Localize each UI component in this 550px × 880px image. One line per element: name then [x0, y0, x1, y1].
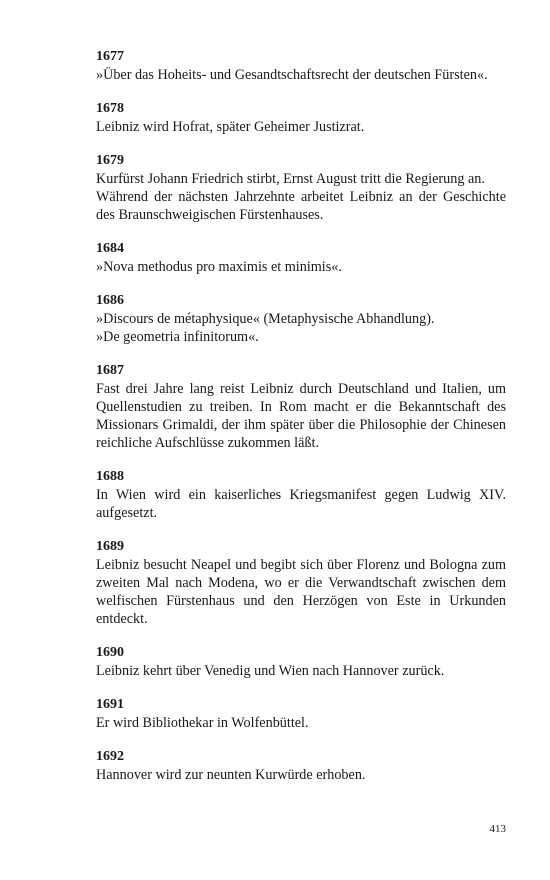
entry-1691	[96, 696, 506, 732]
entry-1687	[96, 362, 506, 452]
chronology-page	[96, 48, 506, 800]
entry-1684	[96, 240, 506, 276]
entry-1686	[96, 292, 506, 346]
entry-year: 1679	[96, 153, 124, 168]
entry-year: 1677	[96, 49, 124, 64]
entry-year: 1684	[96, 241, 124, 256]
entry-text: Fast drei Jahre lang reist Leibniz durch Deutschland und Italien, um Quellenstudien zu treiben. In Rom macht er die Bekanntschaft des Missionars Grimaldi, der ihm später über die Philosophie der Chinesen reichliche Aufschlüsse zukommen läßt.	[96, 381, 506, 451]
entry-year: 1689	[96, 539, 124, 554]
entry-year: 1687	[96, 363, 124, 378]
entry-year: 1690	[96, 645, 124, 660]
entry-1688	[96, 468, 506, 522]
entry-text: Kurfürst Johann Friedrich stirbt, Ernst August tritt die Regierung an.	[96, 171, 485, 187]
entry-1689	[96, 538, 506, 628]
entry-text: Hannover wird zur neunten Kurwürde erhoben.	[96, 767, 366, 783]
entry-year: 1692	[96, 749, 124, 764]
entry-text: »De geometria infinitorum«.	[96, 329, 259, 345]
entry-text: Während der nächsten Jahrzehnte arbeitet Leibniz an der Geschichte des Braunschweigischen Fürstenhauses.	[96, 189, 506, 223]
entry-1678	[96, 100, 506, 136]
entry-text: Leibniz kehrt über Venedig und Wien nach Hannover zurück.	[96, 663, 445, 679]
entry-year: 1686	[96, 293, 124, 308]
entry-text: Er wird Bibliothekar in Wolfenbüttel.	[96, 715, 309, 731]
entry-year: 1691	[96, 697, 124, 712]
entry-text: In Wien wird ein kaiserliches Kriegsmanifest gegen Ludwig XIV. aufgesetzt.	[96, 487, 506, 521]
entry-1690	[96, 644, 506, 680]
entry-text: »Nova methodus pro maximis et minimis«.	[96, 259, 342, 275]
entry-text: »Discours de métaphysique« (Metaphysische Abhandlung).	[96, 311, 435, 327]
entry-text: Leibniz wird Hofrat, später Geheimer Justizrat.	[96, 119, 365, 135]
entry-text: Leibniz besucht Neapel und begibt sich über Florenz und Bologna zum zweiten Mal nach Modena, wo er die Verwandtschaft zwischen dem welfischen Fürstenhaus und den Herzögen von Este in Urkunden entdeckt.	[96, 557, 506, 627]
entry-year: 1688	[96, 469, 124, 484]
entry-text: »Über das Hoheits- und Gesandtschaftsrecht der deutschen Fürsten«.	[96, 67, 488, 83]
page-number: 413	[489, 823, 506, 835]
entry-1692	[96, 748, 506, 784]
entry-1679	[96, 152, 506, 224]
entry-1677	[96, 48, 506, 84]
entry-year: 1678	[96, 101, 124, 116]
